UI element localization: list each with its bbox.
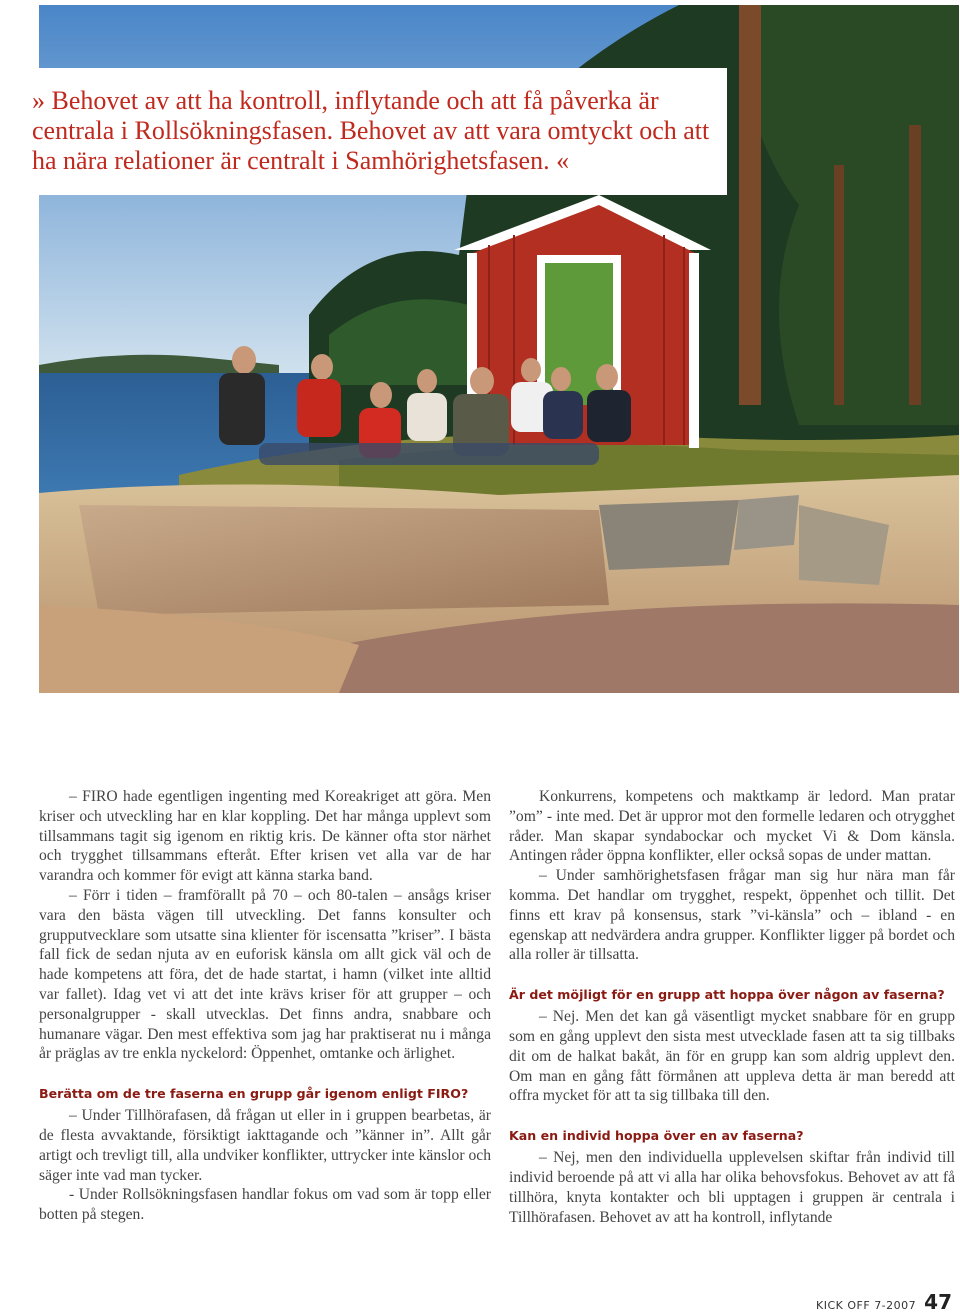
pull-quote bbox=[8, 68, 727, 195]
body-paragraph: – Förr i tiden – framförallt på 70 – och 80-talen – ansågs kriser vara den bästa vägen till utveckling. Det fanns konsulter och grupputvecklare som utsatte sina klienter för iscensatta ”kriser”. I bästa fall fick de sedan njuta av en euforisk känsla om allt gick väl och de hade kompetens att föra, det de hade startat, i hamn (vilket inte alltid var fallet). Idag vet vi att det inte krävs kriser för att grupper – och personalgrupper - skall utvecklas. Det finns andra, snabbare och humanare vägar. Den mest effektiva som jag har praktiserat nu i många år präglas av tre enkla nyckelord: Öppenhet, omtanke och ärlighet. bbox=[39, 886, 491, 1063]
article-column-right bbox=[509, 787, 955, 1227]
question-heading: Är det möjligt för en grupp att hoppa över någon av faserna? bbox=[509, 987, 945, 1003]
pull-quote-text: » Behovet av att ha kontroll, inflytande och att få påverka är centrala i Rollsökningsfasen. Behovet av att vara omtyckt och att ha nära relationer är centralt i Samhörighetsfasen. « bbox=[32, 86, 710, 175]
body-paragraph: – Under samhörighetsfasen frågar man sig hur nära man får komma. Det handlar om trygghet, respekt, öppenhet och tillit. Det finns ett krav på konsensus, stark ”vi-känsla” och – ibland - en egenskap att nedvärdera andra grupper. Konflikter ligger på bordet och alla roller är tillsatta. bbox=[509, 867, 955, 964]
page-footer bbox=[816, 1290, 952, 1314]
body-paragraph: – FIRO hade egentligen ingenting med Koreakriget att göra. Men kriser och utveckling har en klar koppling. Det har många upplevt som tillsammans tagit sig igenom en riktig kris. De känner ofta stor närhet och trygghet tillsammans efteråt. Efter krisen vet alla var de har varandra och kommer för evigt att känna starka band. bbox=[39, 788, 491, 885]
body-paragraph: Konkurrens, kompetens och maktkamp är ledord. Man pratar ”om” - inte med. Det är uppror mot den formelle ledaren och otrygghet råder. Man skapar syndabockar och mycket Vi & Dom känsla. Antingen råder öppna konflikter, eller också sopas de under mattan. bbox=[509, 788, 955, 865]
article-column-left bbox=[39, 787, 491, 1225]
body-paragraph: – Under Tillhörafasen, då frågan ut eller in i gruppen bearbetas, är de flesta avvaktande, försiktigt iakttagande och ”känner in”. Allt går artigt och trevligt till, alla undviker konflikter, uttrycker inte känslor och säger inte vad man tycker. bbox=[39, 1107, 491, 1184]
question-heading: Kan en individ hoppa över en av faserna? bbox=[509, 1128, 804, 1144]
magazine-issue: KICK OFF 7-2007 bbox=[816, 1299, 917, 1312]
body-paragraph: – Nej, men den individuella upplevelsen skiftar från individ till individ beroende på att vi alla har olika behovsfokus. Behovet av att få tillhöra, knyta kontakter och bli upptagen i gruppen är centrala i Tillhörafasen. Behovet av att ha kontroll, inflytande bbox=[509, 1149, 955, 1226]
question-heading: Berätta om de tre faserna en grupp går igenom enligt FIRO? bbox=[39, 1086, 469, 1102]
page-number: 47 bbox=[924, 1290, 952, 1314]
body-paragraph: – Nej. Men det kan gå väsentligt mycket snabbare för en grupp som en gång upplevt den sista mest utvecklade fasen att ta sig tillbaks dit om de halkat bakåt, än för en grupp kan som aldrig upplevt den. Om man en gång fått förmånen att uppleva detta är man beredd att offra mycket för att ta sig tillbaka till den. bbox=[509, 1008, 955, 1105]
body-paragraph: - Under Rollsökningsfasen handlar fokus om vad som är topp eller botten på stegen. bbox=[39, 1186, 491, 1224]
